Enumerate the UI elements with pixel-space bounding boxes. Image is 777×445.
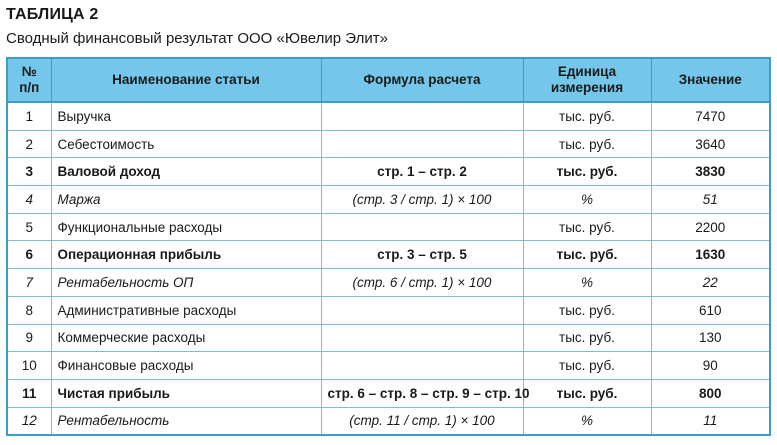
row-number-cell: 2: [7, 130, 51, 158]
row-number-cell: 12: [7, 407, 51, 435]
header-unit: [523, 58, 651, 102]
row-name-cell: Операционная прибыль: [51, 241, 321, 269]
row-value-cell: 90: [651, 352, 770, 380]
row-formula-cell: (стр. 11 / стр. 1) × 100: [321, 407, 523, 435]
row-number-cell: 7: [7, 269, 51, 297]
header-unit-line1: Единица: [557, 64, 617, 79]
row-formula-cell: [321, 102, 523, 130]
table-label: ТАБЛИЦА 2: [6, 6, 99, 23]
table-row: [7, 213, 770, 241]
row-unit-cell: тыс. руб.: [523, 213, 651, 241]
row-unit-cell: %: [523, 407, 651, 435]
row-number-cell: 1: [7, 102, 51, 130]
table-row: [7, 379, 770, 407]
table-caption: Сводный финансовый результат ООО «Ювелир Элит»: [6, 30, 388, 47]
row-value-cell: 22: [651, 269, 770, 297]
row-value-cell: 3640: [651, 130, 770, 158]
table-row: [7, 186, 770, 214]
table-row: [7, 102, 770, 130]
table-header-row: [7, 58, 770, 102]
row-unit-cell: тыс. руб.: [523, 158, 651, 186]
header-formula: Формула расчета: [321, 58, 523, 102]
header-num: [7, 58, 51, 102]
row-formula-cell: [321, 296, 523, 324]
row-value-cell: 11: [651, 407, 770, 435]
row-name-cell: Валовой доход: [51, 158, 321, 186]
row-number-cell: 9: [7, 324, 51, 352]
row-number-cell: 4: [7, 186, 51, 214]
row-value-cell: 1630: [651, 241, 770, 269]
financial-results-table: [6, 57, 771, 436]
row-name-cell: Функциональные расходы: [51, 213, 321, 241]
row-name-cell: Рентабельность: [51, 407, 321, 435]
row-value-cell: 7470: [651, 102, 770, 130]
row-number-cell: 3: [7, 158, 51, 186]
table-row: [7, 158, 770, 186]
row-formula-cell: [321, 213, 523, 241]
row-formula-cell: (стр. 6 / стр. 1) × 100: [321, 269, 523, 297]
row-formula-cell: [321, 130, 523, 158]
header-name: Наименование статьи: [51, 58, 321, 102]
header-unit-line2: измерения: [550, 80, 624, 95]
row-name-cell: Коммерческие расходы: [51, 324, 321, 352]
row-number-cell: 5: [7, 213, 51, 241]
row-formula-cell: стр. 3 – стр. 5: [321, 241, 523, 269]
row-name-cell: Рентабельность ОП: [51, 269, 321, 297]
row-number-cell: 8: [7, 296, 51, 324]
row-name-cell: Себестоимость: [51, 130, 321, 158]
row-unit-cell: тыс. руб.: [523, 352, 651, 380]
row-number-cell: 10: [7, 352, 51, 380]
row-number-cell: 11: [7, 379, 51, 407]
row-unit-cell: тыс. руб.: [523, 130, 651, 158]
row-unit-cell: %: [523, 186, 651, 214]
row-formula-cell: [321, 352, 523, 380]
row-value-cell: 51: [651, 186, 770, 214]
table-row: [7, 241, 770, 269]
row-name-cell: Административные расходы: [51, 296, 321, 324]
row-unit-cell: тыс. руб.: [523, 102, 651, 130]
row-unit-cell: тыс. руб.: [523, 379, 651, 407]
row-value-cell: 3830: [651, 158, 770, 186]
row-name-cell: Финансовые расходы: [51, 352, 321, 380]
row-value-cell: 610: [651, 296, 770, 324]
header-num-line1: №: [21, 64, 37, 79]
row-name-cell: Маржа: [51, 186, 321, 214]
row-formula-cell: стр. 1 – стр. 2: [321, 158, 523, 186]
table-row: [7, 130, 770, 158]
row-value-cell: 800: [651, 379, 770, 407]
table-row: [7, 296, 770, 324]
row-unit-cell: тыс. руб.: [523, 296, 651, 324]
table-row: [7, 407, 770, 435]
header-num-line2: п/п: [19, 80, 40, 95]
table-row: [7, 269, 770, 297]
row-value-cell: 130: [651, 324, 770, 352]
row-value-cell: 2200: [651, 213, 770, 241]
row-formula-cell: [321, 324, 523, 352]
row-unit-cell: тыс. руб.: [523, 324, 651, 352]
row-name-cell: Чистая прибыль: [51, 379, 321, 407]
row-formula-cell: (стр. 3 / стр. 1) × 100: [321, 186, 523, 214]
table-row: [7, 352, 770, 380]
row-formula-cell: стр. 6 – стр. 8 – стр. 9 – стр. 10: [321, 379, 523, 407]
row-unit-cell: %: [523, 269, 651, 297]
row-unit-cell: тыс. руб.: [523, 241, 651, 269]
row-number-cell: 6: [7, 241, 51, 269]
header-value: Значение: [651, 58, 770, 102]
table-row: [7, 324, 770, 352]
row-name-cell: Выручка: [51, 102, 321, 130]
